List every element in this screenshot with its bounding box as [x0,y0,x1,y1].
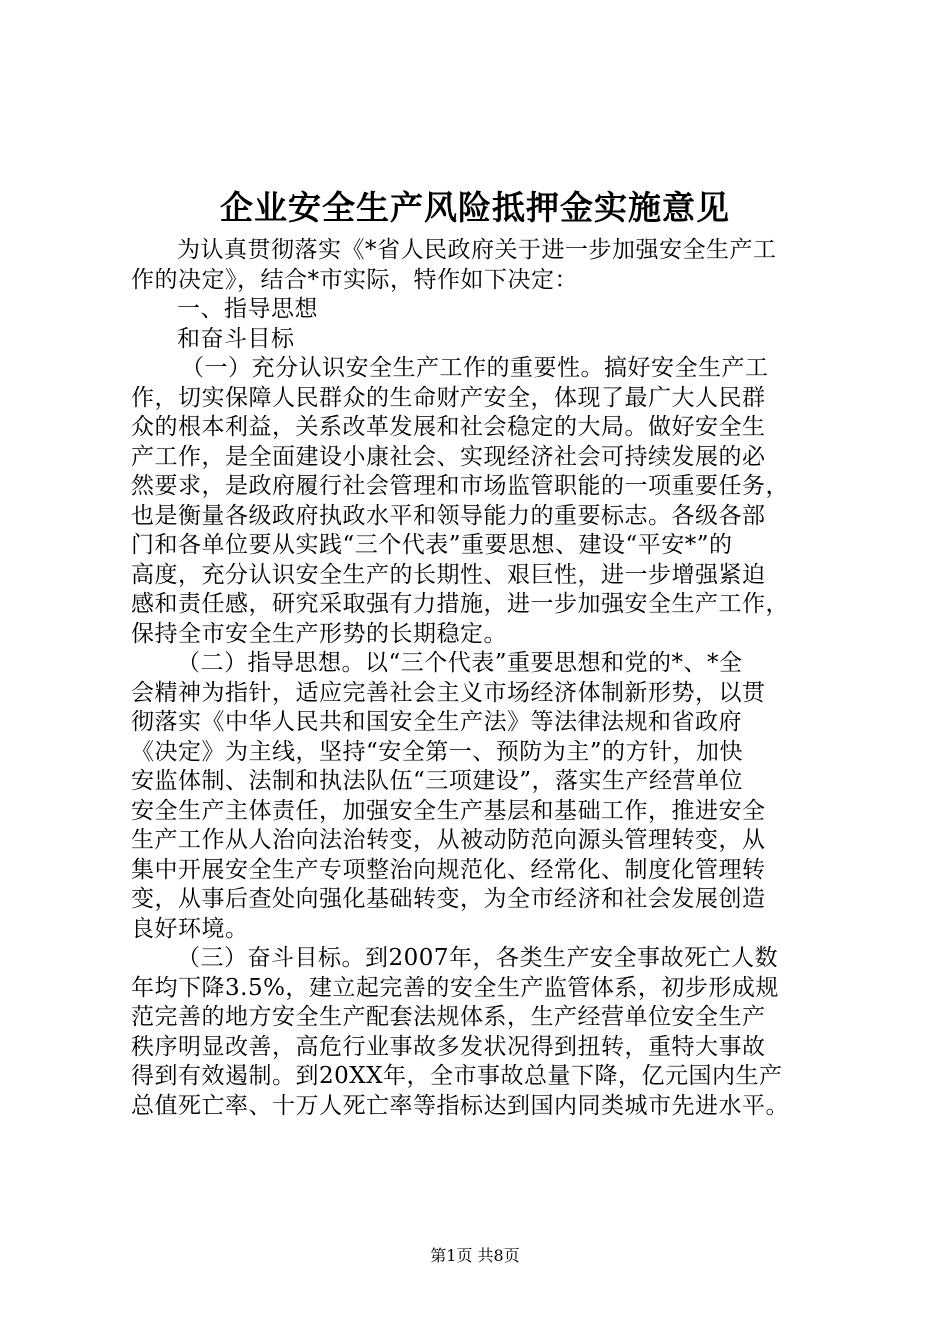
text-line: 作，切实保障人民群众的生命财产安全，体现了最广大人民群 [131,384,766,411]
text-line: 作的决定》，结合*市实际，特作如下决定： [131,266,578,293]
text-line: 变，从事后查处向强化基础转变，为全市经济和社会发展创造 [131,886,766,912]
text-line: 保持全市安全生产形势的长期稳定。 [131,620,507,647]
document-title: 企业安全生产风险抵押金实施意见 [220,188,730,227]
text-line: 良好环境。 [131,915,249,942]
text-line: 得到有效遏制。到20XX年，全市事故总量下降，亿元国内生产 [131,1063,783,1089]
text-line: 生产工作从人治向法治转变，从被动防范向源头管理转变，从 [131,827,766,853]
text-line: 会精神为指针，适应完善社会主义市场经济体制新形势，以贯 [131,679,766,706]
text-line: 门和各单位要从实践“三个代表”重要思想、建设“平安*”的 [131,532,733,558]
text-line: 产工作，是全面建设小康社会、实现经济社会可持续发展的必 [131,443,766,470]
text-line: 感和责任感，研究采取强有力措施，进一步加强安全生产工作， [131,591,789,617]
section-heading: 和奋斗目标 [177,325,295,352]
text-line: （一）充分认识安全生产工作的重要性。搞好安全生产工 [181,355,769,381]
document-body [131,236,835,1121]
text-line: （三）奋斗目标。到2007年，各类生产安全事故死亡人数 [177,945,779,971]
text-line: 安监体制、法制和执法队伍“三项建设”，落实生产经营单位 [131,768,744,794]
text-line: 安全生产主体责任，加强安全生产基层和基础工作，推进安全 [131,797,766,824]
text-line: 高度，充分认识安全生产的长期性、艰巨性，进一步增强紧迫 [131,561,766,588]
text-line: 范完善的地方安全生产配套法规体系，生产经营单位安全生产 [131,1004,766,1030]
text-line: 秩序明显改善，高危行业事故多发状况得到扭转，重特大事故 [131,1033,766,1060]
page-footer: 第1页 共8页 [430,1246,520,1265]
text-line: 也是衡量各级政府执政水平和领导能力的重要标志。各级各部 [131,502,766,529]
text-line: 总值死亡率、十万人死亡率等指标达到国内同类城市先进水平。 [131,1092,789,1119]
section-heading: 一、指导思想 [177,296,318,322]
text-line: 彻落实《中华人民共和国安全生产法》等法律法规和省政府 [131,709,742,735]
text-line: 年均下降3.5%，建立起完善的安全生产监管体系，初步形成规 [131,974,779,1001]
text-line: 为认真贯彻落实《*省人民政府关于进一步加强安全生产工 [177,237,777,263]
text-line: （二）指导思想。以“三个代表”重要思想和党的*、*全 [177,650,743,676]
text-line: 众的根本利益，关系改革发展和社会稳定的大局。做好安全生 [131,414,766,440]
text-line: 集中开展安全生产专项整治向规范化、经常化、制度化管理转 [131,856,766,883]
text-line: 《决定》为主线，坚持“安全第一、预防为主”的方针，加快 [131,738,744,765]
text-line: 然要求，是政府履行社会管理和市场监管职能的一项重要任务， [131,473,789,499]
